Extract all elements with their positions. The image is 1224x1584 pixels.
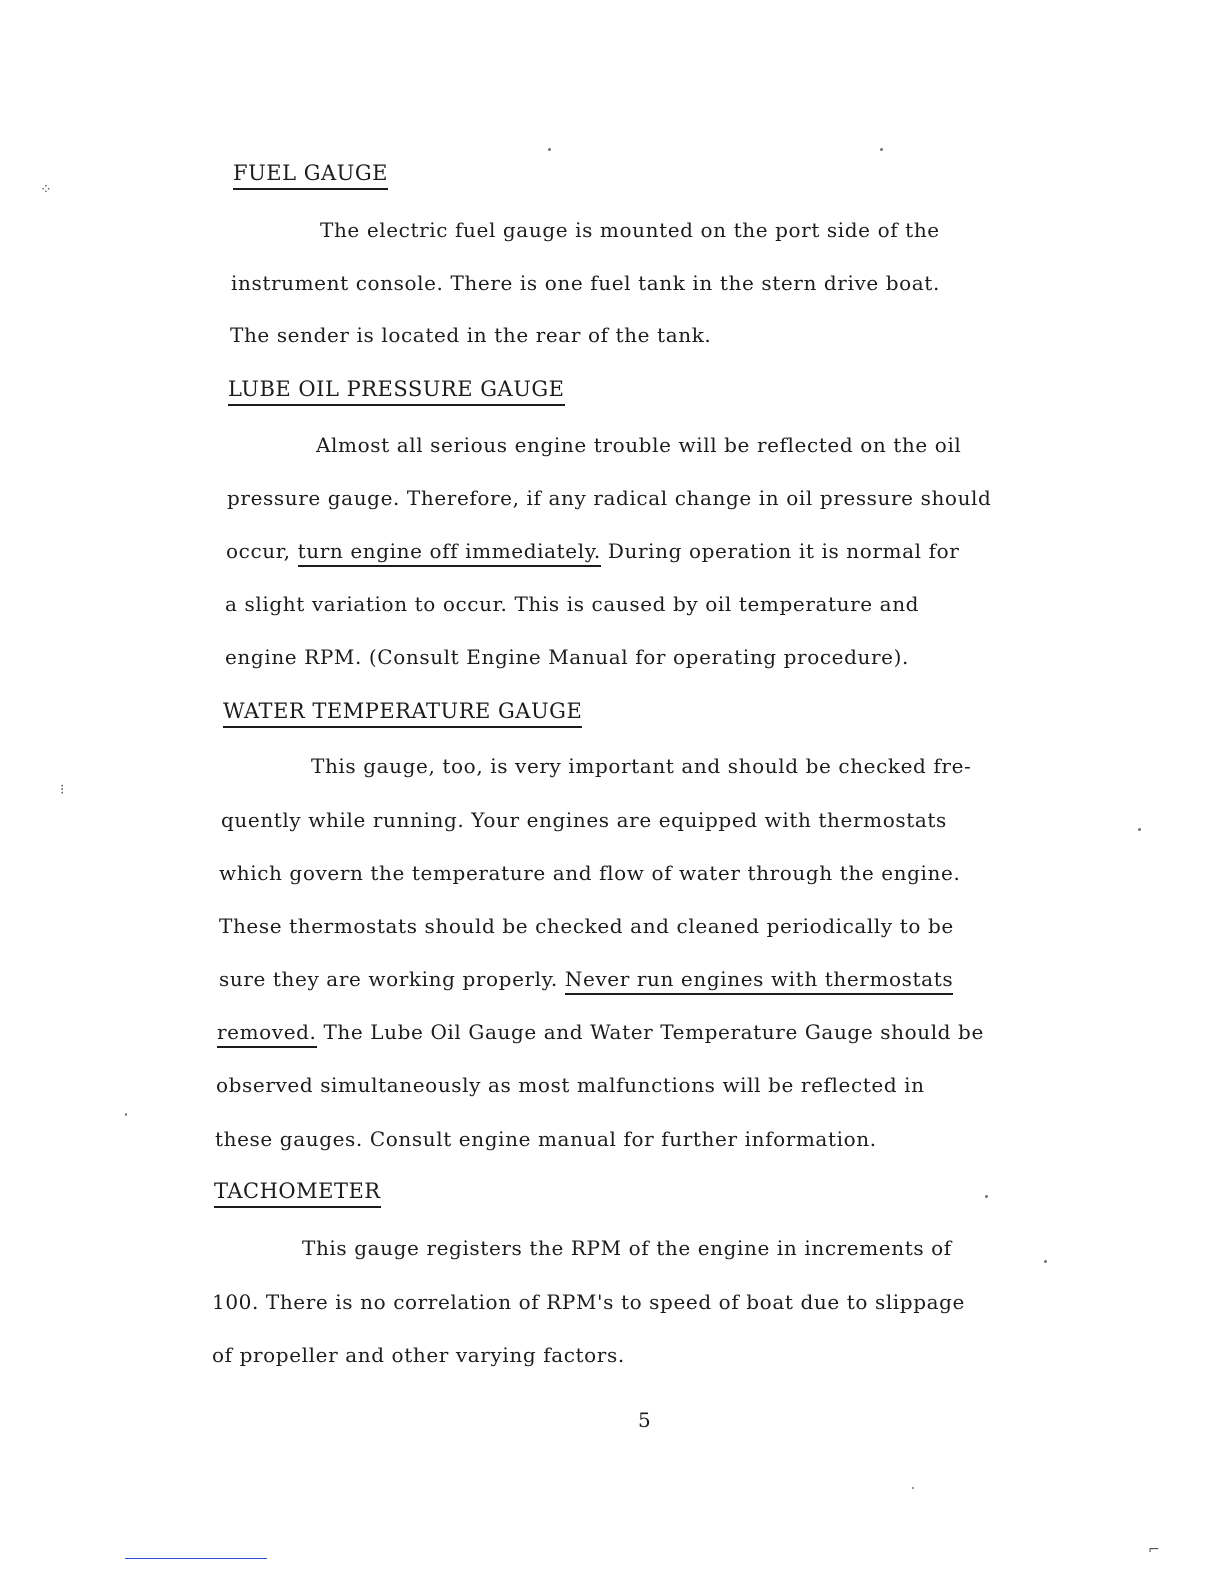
scan-speck: [1138, 828, 1141, 831]
paragraph-line: [217, 1019, 984, 1045]
paragraph-line: observed simultaneously as most malfunctions will be reflected in: [216, 1073, 925, 1097]
section-heading-water-temperature-gauge: WATER TEMPERATURE GAUGE: [223, 698, 582, 728]
paragraph-line: quently while running. Your engines are equipped with thermostats: [221, 808, 947, 832]
paragraph-line: a slight variation to occur. This is caused by oil temperature and: [225, 592, 920, 616]
paragraph-line: of propeller and other varying factors.: [212, 1343, 625, 1367]
emphasis-underlined: removed.: [217, 1020, 317, 1048]
scan-speck: [985, 1195, 988, 1198]
section-heading-lube-oil-pressure-gauge: LUBE OIL PRESSURE GAUGE: [228, 376, 565, 406]
paragraph-line: pressure gauge. Therefore, if any radical change in oil pressure should: [227, 486, 992, 510]
emphasis-underlined: Never run engines with thermostats: [565, 967, 953, 995]
section-heading-tachometer: TACHOMETER: [214, 1178, 381, 1208]
emphasis-underlined: turn engine off immediately.: [298, 539, 601, 567]
paragraph-line: Almost all serious engine trouble will be reflected on the oil: [316, 433, 962, 457]
paragraph-line: engine RPM. (Consult Engine Manual for operating procedure).: [225, 645, 909, 669]
text-run: The Lube Oil Gauge and Water Temperature Gauge should be: [323, 1020, 984, 1044]
paragraph-line: 100. There is no correlation of RPM's to speed of boat due to slippage: [212, 1290, 965, 1314]
scan-edge-line: [125, 1558, 267, 1559]
paragraph-line: The electric fuel gauge is mounted on the port side of the: [320, 218, 940, 242]
paragraph-line: These thermostats should be checked and cleaned periodically to be: [219, 914, 954, 938]
page-number: 5: [638, 1408, 651, 1432]
scan-speck: [912, 1487, 914, 1489]
scan-smudge-icon: ⌐: [1148, 1542, 1160, 1558]
scan-speck: [548, 148, 551, 151]
scan-speck: [125, 1113, 127, 1116]
text-run: sure they are working properly.: [219, 967, 558, 991]
paragraph-line: The sender is located in the rear of the tank.: [230, 323, 712, 347]
paragraph-line: This gauge registers the RPM of the engine in increments of: [302, 1236, 952, 1260]
paragraph-line: [219, 966, 953, 992]
section-heading-fuel-gauge: FUEL GAUGE: [233, 160, 388, 190]
paragraph-line: [226, 538, 959, 564]
scan-speck: [1044, 1260, 1047, 1263]
scan-smudge-icon: ⁝: [60, 782, 65, 798]
paragraph-line: This gauge, too, is very important and should be checked fre-: [311, 754, 972, 778]
paragraph-line: which govern the temperature and flow of water through the engine.: [219, 861, 961, 885]
text-run: During operation it is normal for: [607, 539, 960, 563]
text-run: occur,: [226, 539, 291, 563]
paragraph-line: instrument console. There is one fuel tank in the stern drive boat.: [231, 271, 940, 295]
scan-smudge-icon: ⁘: [40, 182, 52, 198]
scan-speck: [880, 148, 883, 151]
paragraph-line: these gauges. Consult engine manual for further information.: [215, 1127, 877, 1151]
